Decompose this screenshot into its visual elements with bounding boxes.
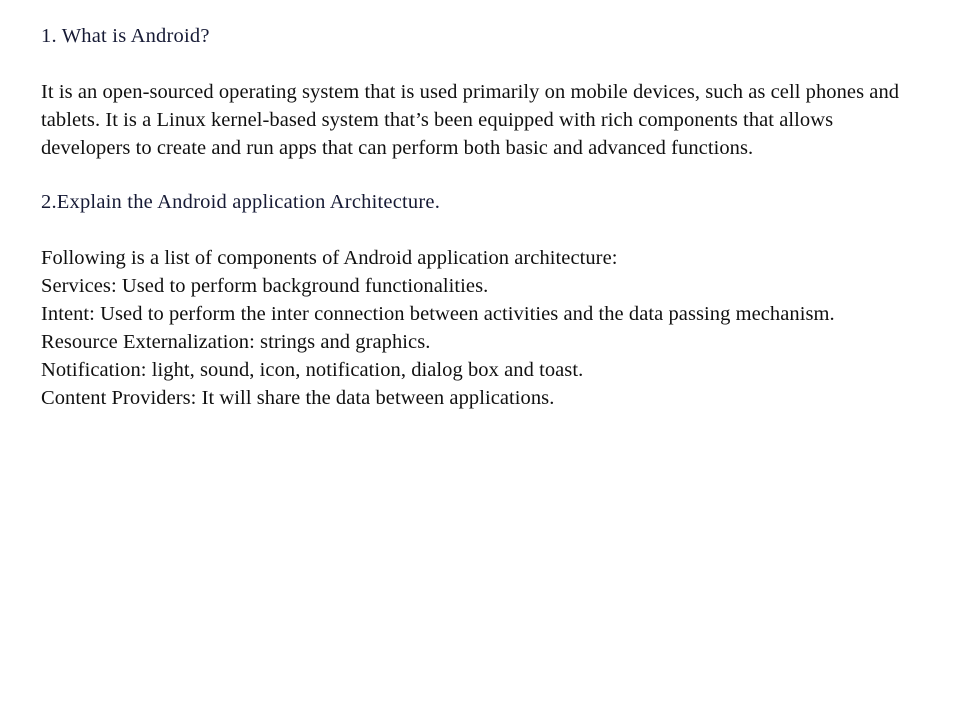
component-item-notification: Notification: light, sound, icon, notification, dialog box and toast.	[41, 359, 584, 381]
spacer	[41, 216, 923, 244]
question-2-heading: 2.Explain the Android application Architecture.	[41, 191, 441, 213]
spacer	[41, 162, 923, 188]
question-1-answer-paragraph: It is an open-sourced operating system that is used primarily on mobile devices, such as cell phones and tablets. It is a Linux kernel-based system that’s been equipped with rich components that allows developers to create and run apps that can perform both basic and advanced functions.	[41, 81, 900, 159]
spacer	[41, 50, 923, 78]
component-item-services: Services: Used to perform background functionalities.	[41, 275, 489, 297]
document-body	[41, 22, 923, 412]
component-item-content-providers: Content Providers: It will share the data between applications.	[41, 387, 555, 409]
component-item-resource-externalization: Resource Externalization: strings and graphics.	[41, 331, 431, 353]
question-2-answer-block	[41, 244, 923, 412]
question-1-heading: 1. What is Android?	[41, 25, 210, 47]
components-intro-line: Following is a list of components of Android application architecture:	[41, 247, 618, 269]
component-item-intent: Intent: Used to perform the inter connection between activities and the data passing mechanism.	[41, 303, 835, 325]
